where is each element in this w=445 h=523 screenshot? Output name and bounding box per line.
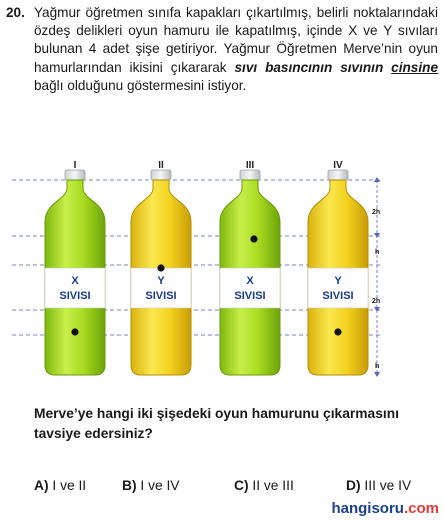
bottle-2-tag-line1: Y bbox=[157, 275, 165, 287]
site-watermark bbox=[331, 500, 439, 517]
question-number: 20. bbox=[6, 5, 25, 20]
bottle-4-cap bbox=[328, 170, 348, 180]
bottle-4-tag bbox=[308, 268, 368, 308]
bottle-3-tag-line2: SIVISI bbox=[234, 290, 266, 302]
bottle-3-dot-1 bbox=[250, 235, 257, 242]
bottle-4 bbox=[308, 160, 368, 375]
bottle-2-tag-line2: SIVISI bbox=[145, 290, 177, 302]
choice-a[interactable] bbox=[34, 478, 86, 493]
scale-arrow-4 bbox=[374, 372, 380, 377]
bottle-2-cap bbox=[151, 170, 171, 180]
bottle-3-tag-line1: X bbox=[246, 275, 254, 287]
question-text-part-2: bağlı olduğunu göstermesini istiyor. bbox=[34, 77, 247, 93]
bottle-1-cap bbox=[65, 170, 85, 180]
bottle-3-cap bbox=[240, 170, 260, 180]
bottles-svg bbox=[0, 160, 445, 390]
bottle-3-tag bbox=[220, 268, 280, 308]
bottle-3 bbox=[220, 160, 280, 375]
choice-b-letter: B) bbox=[122, 478, 137, 493]
question-emphasis-2: cinsine bbox=[391, 59, 439, 75]
bottle-4-label: IV bbox=[333, 160, 343, 171]
bottle-2-tag bbox=[131, 268, 191, 308]
watermark-tld: .com bbox=[403, 500, 439, 517]
bottle-1 bbox=[45, 160, 105, 375]
watermark-main: hangisoru bbox=[331, 500, 404, 517]
question-text bbox=[34, 4, 438, 95]
choice-d-text: III ve IV bbox=[364, 478, 412, 493]
choice-b[interactable] bbox=[122, 478, 180, 493]
question-emphasis-1: sıvı basıncının sıvının bbox=[234, 59, 384, 75]
question-prompt: Merve’ye hangi iki şişedeki oyun hamurunu çıkarmasını tavsiye edersiniz? bbox=[34, 406, 399, 441]
bottle-3-label: III bbox=[245, 160, 255, 171]
bottle-1-tag-line1: X bbox=[71, 275, 79, 287]
scale-label-4: h bbox=[375, 363, 380, 370]
choice-c-letter: C) bbox=[234, 478, 249, 493]
bottle-4-tag-line2: SIVISI bbox=[322, 290, 354, 302]
bottles-figure bbox=[0, 160, 445, 390]
question-text-part-1: Yağmur öğretmen sınıfa kapakları çıkartılmış, belirli noktalarındaki özdeş delikleri oyun hamuru ile kapatılmış, içinde X ve Y sıvıları bulunan 4 adet şişe getiriyor. Yağmur Öğretmen Merve’nin oyun hamurlarından ikisini çıkararak bbox=[34, 5, 438, 75]
scale-label-1: 2h bbox=[372, 209, 381, 216]
question-block bbox=[6, 4, 438, 95]
choice-a-letter: A) bbox=[34, 478, 49, 493]
bottle-1-label: I bbox=[73, 160, 77, 171]
choice-a-text: I ve II bbox=[52, 478, 87, 493]
bottle-2-dot-1 bbox=[157, 264, 164, 271]
choice-c[interactable] bbox=[234, 478, 294, 493]
bottle-1-tag bbox=[45, 268, 105, 308]
choice-b-text: I ve IV bbox=[140, 478, 180, 493]
bottle-1-tag-line2: SIVISI bbox=[59, 290, 91, 302]
bottle-1-dot-1 bbox=[71, 328, 78, 335]
bottle-2-label: II bbox=[158, 160, 164, 171]
choice-d[interactable] bbox=[346, 478, 411, 493]
bottle-4-dot-1 bbox=[334, 328, 341, 335]
choice-d-letter: D) bbox=[346, 478, 361, 493]
bottle-4-tag-line1: Y bbox=[334, 275, 342, 287]
scale-label-3: 2h bbox=[372, 298, 381, 305]
bottle-2 bbox=[131, 160, 191, 375]
choice-c-text: II ve III bbox=[252, 478, 294, 493]
scale-label-2: h bbox=[375, 249, 380, 256]
